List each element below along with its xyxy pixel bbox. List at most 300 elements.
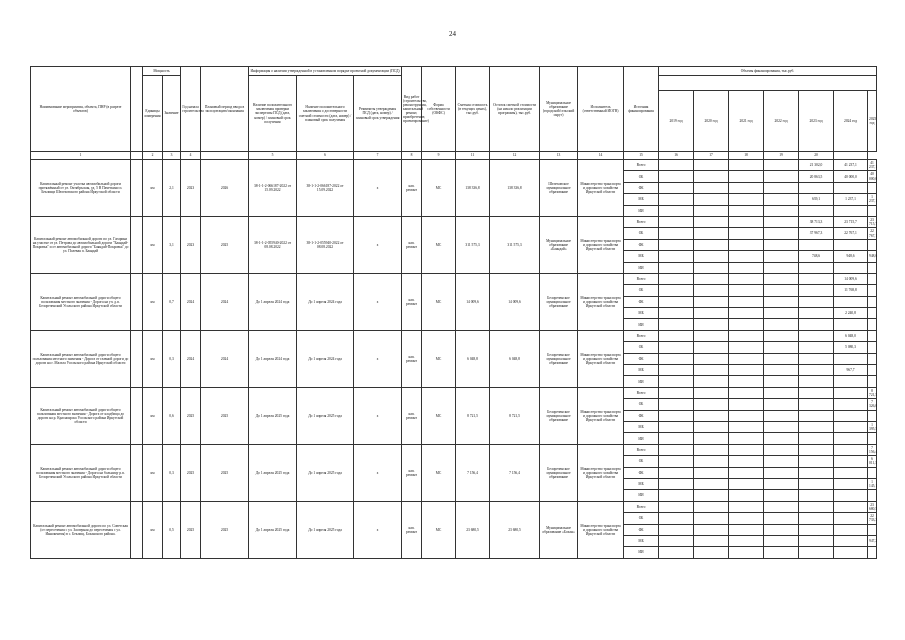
funding-value <box>694 410 729 421</box>
funding-value <box>694 171 729 182</box>
funding-value <box>834 353 868 364</box>
funding-value <box>659 501 694 512</box>
funding-value <box>694 216 729 227</box>
funding-value <box>659 365 694 376</box>
funding-value <box>659 262 694 273</box>
object-name: Капитальный ремонт автомобильной дороги общего пользования местного значения - Дорога на уч. д.п. Белореченский Усольского района Иркутской области <box>31 273 131 330</box>
funding-value <box>694 308 729 319</box>
header-year: 2021 год <box>729 91 764 152</box>
funding-value <box>764 273 799 284</box>
object-end-year: 2025 <box>201 387 249 444</box>
funding-value <box>764 433 799 444</box>
object-executor: Министерство транспорта и дорожного хозяйства Иркутской области <box>578 216 624 273</box>
funding-value <box>799 467 834 478</box>
object-approval: x <box>354 387 402 444</box>
funding-value: 748,6 <box>799 251 834 262</box>
column-number: 9 <box>422 152 456 160</box>
funding-value <box>868 490 877 501</box>
funding-value <box>694 524 729 535</box>
header-approval: Реквизиты утверждения ПСД (дата, номер) / плановый срок утверждения <box>354 76 402 152</box>
funding-source: МБ <box>624 535 659 546</box>
object-estimate-cost: 138 336,8 <box>456 160 490 217</box>
funding-value <box>694 262 729 273</box>
object-remaining-cost: 138 336,8 <box>490 160 540 217</box>
funding-value <box>659 467 694 478</box>
funding-value <box>729 365 764 376</box>
object-executor: Министерство транспорта и дорожного хозяйства Иркутской области <box>578 387 624 444</box>
object-unit: км <box>143 444 163 501</box>
header-name: Наименование мероприятия, объекта, ПНР (в разрезе объектов) <box>31 67 131 152</box>
funding-value <box>659 205 694 216</box>
funding-value: 40 000,0 <box>869 172 878 181</box>
funding-value <box>834 421 868 432</box>
object-ownership: МС <box>422 444 456 501</box>
funding-value: 41 237,1 <box>869 161 878 170</box>
funding-source: ФБ <box>624 467 659 478</box>
object-work-type: кап. ремонт <box>402 444 422 501</box>
column-number: 6 <box>297 152 354 160</box>
object-executor: Министерство транспорта и дорожного хозяйства Иркутской области <box>578 330 624 387</box>
funding-value <box>694 160 729 171</box>
header-end-year: Плановый период ввода в эксплуатацию/окончания <box>201 67 249 152</box>
funding-source: ФБ <box>624 410 659 421</box>
funding-value <box>799 239 834 250</box>
funding-value: 40 000,0 <box>834 171 868 182</box>
object-expertise: До 1 апреля 2025 года <box>249 387 297 444</box>
funding-value <box>868 296 877 307</box>
header-year: 2023 год <box>799 91 834 152</box>
funding-value <box>729 342 764 353</box>
funding-value <box>659 399 694 410</box>
object-reliability: 38-1-1-2-066187-2022 от 15.09.2022 <box>297 160 354 217</box>
funding-value: 41 237,1 <box>834 160 868 171</box>
funding-value: 6 048,0 <box>834 330 868 341</box>
funding-value <box>729 399 764 410</box>
funding-value <box>659 421 694 432</box>
funding-value <box>729 171 764 182</box>
funding-value <box>764 251 799 262</box>
investment-program-table <box>30 66 877 559</box>
funding-value <box>694 205 729 216</box>
funding-value <box>764 365 799 376</box>
funding-value: 948,6 <box>834 251 868 262</box>
header-capacity: Мощность <box>143 67 181 76</box>
funding-value <box>729 160 764 171</box>
funding-value <box>729 251 764 262</box>
object-expertise: До 1 апреля 2024 года <box>249 273 297 330</box>
funding-value <box>659 456 694 467</box>
funding-value: 38 713,3 <box>799 216 834 227</box>
funding-value <box>799 353 834 364</box>
funding-value <box>659 547 694 558</box>
funding-value <box>694 182 729 193</box>
funding-value <box>764 467 799 478</box>
funding-value <box>764 239 799 250</box>
funding-source: ОБ <box>624 399 659 410</box>
column-number: 15 <box>624 152 659 160</box>
funding-value <box>694 387 729 398</box>
funding-value <box>729 228 764 239</box>
funding-source: ИИ <box>624 490 659 501</box>
funding-value: 11 768,8 <box>834 285 868 296</box>
page-number: 24 <box>449 30 456 38</box>
column-number: 18 <box>729 152 764 160</box>
funding-value <box>834 296 868 307</box>
object-work-type: кап. ремонт <box>402 216 422 273</box>
funding-value <box>694 467 729 478</box>
header-start-year: Год начала строительства <box>181 67 201 152</box>
object-municipality: Белореченское муниципальное образование <box>540 444 578 501</box>
funding-value: 23 715,7 <box>834 216 868 227</box>
funding-value <box>868 524 877 535</box>
funding-value <box>659 182 694 193</box>
blank-cell <box>131 330 143 387</box>
funding-value <box>764 308 799 319</box>
funding-value <box>799 365 834 376</box>
funding-value <box>834 387 868 398</box>
funding-value <box>868 410 877 421</box>
funding-value <box>659 216 694 227</box>
object-approval: x <box>354 273 402 330</box>
column-number: 7 <box>354 152 402 160</box>
column-number: 19 <box>764 152 799 160</box>
funding-value <box>659 513 694 524</box>
object-value: 0,5 <box>163 501 181 558</box>
object-start-year: 2025 <box>181 444 201 501</box>
funding-value <box>764 387 799 398</box>
blank-cell <box>131 160 143 217</box>
column-number: 11 <box>456 152 490 160</box>
object-reliability: До 1 апреля 2024 года <box>297 273 354 330</box>
funding-value <box>729 239 764 250</box>
funding-value <box>799 319 834 330</box>
object-ownership: МС <box>422 273 456 330</box>
funding-value: 1 237,1 <box>869 195 878 204</box>
funding-value <box>764 205 799 216</box>
funding-value <box>729 285 764 296</box>
object-remaining-cost: 23 680,5 <box>490 501 540 558</box>
funding-value <box>729 456 764 467</box>
funding-source: ОБ <box>624 228 659 239</box>
funding-value <box>868 239 877 250</box>
table-row <box>31 501 877 512</box>
funding-value <box>694 365 729 376</box>
object-reliability: 38-1-1-2-055940-2022 от 08.08.2022 <box>297 216 354 273</box>
column-number: 13 <box>540 152 578 160</box>
header-docs-group: Информация о наличии утвержденной в установленном порядке проектной документации (ПСД) <box>249 67 402 76</box>
funding-value: 2 240,8 <box>834 308 868 319</box>
funding-value <box>799 410 834 421</box>
object-remaining-cost: 14 009,6 <box>490 273 540 330</box>
funding-value <box>659 171 694 182</box>
column-number: 12 <box>490 152 540 160</box>
blank-cell <box>131 387 143 444</box>
funding-value: 1 237,1 <box>834 194 868 205</box>
funding-value <box>799 421 834 432</box>
header-funding-spacer <box>659 76 877 91</box>
funding-value <box>834 239 868 250</box>
funding-value <box>694 273 729 284</box>
object-remaining-cost: 311 575,3 <box>490 216 540 273</box>
funding-value <box>764 410 799 421</box>
object-start-year: 2025 <box>181 387 201 444</box>
funding-value <box>834 410 868 421</box>
blank-cell <box>131 501 143 558</box>
funding-value <box>694 251 729 262</box>
header-year: 2024 год <box>834 91 868 152</box>
funding-value <box>764 216 799 227</box>
object-approval: x <box>354 330 402 387</box>
object-estimate-cost: 311 575,3 <box>456 216 490 273</box>
funding-value: 22 767,1 <box>869 229 878 238</box>
funding-value <box>799 456 834 467</box>
column-number: 8 <box>402 152 422 160</box>
funding-value <box>729 216 764 227</box>
funding-value <box>764 319 799 330</box>
funding-value <box>659 285 694 296</box>
table-row <box>31 444 877 455</box>
object-start-year: 2023 <box>181 216 201 273</box>
funding-value: 20 863,5 <box>799 171 834 182</box>
funding-value <box>834 456 868 467</box>
funding-value <box>694 376 729 387</box>
object-remaining-cost: 7 156,4 <box>490 444 540 501</box>
funding-source: Всего <box>624 330 659 341</box>
funding-source: ИИ <box>624 433 659 444</box>
funding-value: 22 733,3 <box>869 514 878 523</box>
object-approval: x <box>354 216 402 273</box>
funding-value <box>694 444 729 455</box>
funding-value <box>834 513 868 524</box>
object-value: 0,7 <box>163 273 181 330</box>
object-reliability: До 1 апреля 2025 года <box>297 501 354 558</box>
object-ownership: МС <box>422 216 456 273</box>
funding-value <box>694 296 729 307</box>
funding-source: ОБ <box>624 171 659 182</box>
funding-value <box>764 501 799 512</box>
funding-value <box>834 535 868 546</box>
object-estimate-cost: 6 048,8 <box>456 330 490 387</box>
header-estimate-cost: Сметная стоимость (в текущих ценах), тыс.руб. <box>456 67 490 152</box>
funding-value: 37 967,3 <box>799 228 834 239</box>
funding-value <box>729 296 764 307</box>
header-ownership: Форма собственности (ОКФС) <box>422 67 456 152</box>
funding-value <box>694 547 729 558</box>
funding-value: 23 715,7 <box>869 218 878 227</box>
object-name: Капитальный ремонт автомобильной дороги по ул. Советская (от пересечения с ул. Заозерная до пересечения с ул. Иннокентия) в с. Беклищ, Боханского района. <box>31 501 131 558</box>
funding-value <box>729 421 764 432</box>
funding-value <box>694 228 729 239</box>
funding-source: Всего <box>624 216 659 227</box>
table-row <box>31 273 877 284</box>
funding-source: МБ <box>624 308 659 319</box>
funding-value <box>764 342 799 353</box>
funding-source: Всего <box>624 444 659 455</box>
funding-value <box>659 273 694 284</box>
funding-value <box>694 342 729 353</box>
object-end-year: 2025 <box>201 444 249 501</box>
funding-source: МБ <box>624 194 659 205</box>
object-name: Капитальный ремонт автомобильной дороги общего пользования местного значения - Дорога на больницу р.п. Белореченский Усольского района Иркутской области <box>31 444 131 501</box>
funding-source: ОБ <box>624 342 659 353</box>
funding-value <box>834 376 868 387</box>
header-year: 2022 год <box>764 91 799 152</box>
funding-value <box>868 547 877 558</box>
object-end-year: 2024 <box>201 330 249 387</box>
object-expertise: 38-1-1-2-055940-2022 от 08.08.2022 <box>249 216 297 273</box>
funding-value <box>694 513 729 524</box>
object-value: 2,1 <box>163 160 181 217</box>
funding-value: 7 156,4 <box>869 445 878 454</box>
funding-value <box>764 421 799 432</box>
funding-value <box>694 501 729 512</box>
object-approval: x <box>354 444 402 501</box>
object-name: Капитальный ремонт участка автомобильной дороги протяжённый от ул. Октябрьская, уд. 5 В Пачеткино п. Беклищи Шелеховского района Иркутской области <box>31 160 131 217</box>
funding-value <box>834 444 868 455</box>
funding-value <box>868 182 877 193</box>
funding-value <box>868 273 877 284</box>
object-value: 0,3 <box>163 330 181 387</box>
funding-value <box>868 205 877 216</box>
object-name: Капитальный ремонт автомобильной дороги по ул. Гагарина на участке от ул. Петрова до автомобильной дороги "Баяндай-Покровка" и от автомобильной дороги "Баяндай-Покровка" до ул. Полевая п. Баяндай <box>31 216 131 273</box>
funding-value <box>694 478 729 489</box>
funding-value <box>834 262 868 273</box>
funding-value <box>834 547 868 558</box>
funding-value <box>659 228 694 239</box>
funding-value: 967,7 <box>834 365 868 376</box>
funding-value <box>834 490 868 501</box>
object-end-year: 2025 <box>201 216 249 273</box>
table-row <box>31 387 877 398</box>
funding-value <box>868 319 877 330</box>
object-work-type: кап. ремонт <box>402 273 422 330</box>
funding-value <box>694 330 729 341</box>
funding-value <box>729 330 764 341</box>
table-row <box>31 160 877 171</box>
table-row <box>31 216 877 227</box>
object-value: 3,1 <box>163 216 181 273</box>
funding-value <box>834 467 868 478</box>
funding-value: 23 680,5 <box>869 502 878 511</box>
funding-source: МБ <box>624 421 659 432</box>
funding-source: МБ <box>624 251 659 262</box>
funding-value <box>729 444 764 455</box>
header-municipality: Муниципальное образование (городской/сельский округ) <box>540 67 578 152</box>
object-ownership: МС <box>422 160 456 217</box>
funding-value <box>834 524 868 535</box>
object-unit: км <box>143 216 163 273</box>
funding-value <box>729 308 764 319</box>
funding-value <box>764 171 799 182</box>
funding-source: ИИ <box>624 547 659 558</box>
funding-source: ИИ <box>624 205 659 216</box>
funding-value <box>729 262 764 273</box>
funding-value <box>694 194 729 205</box>
object-executor: Министерство транспорта и дорожного хозяйства Иркутской области <box>578 444 624 501</box>
funding-value <box>659 376 694 387</box>
object-start-year: 2024 <box>181 330 201 387</box>
funding-value <box>799 535 834 546</box>
funding-value: 948,6 <box>868 251 877 262</box>
funding-value <box>799 376 834 387</box>
funding-value <box>659 353 694 364</box>
funding-source: МБ <box>624 365 659 376</box>
funding-value <box>799 296 834 307</box>
funding-value <box>799 433 834 444</box>
funding-source: ФБ <box>624 296 659 307</box>
object-unit: км <box>143 387 163 444</box>
object-start-year: 2024 <box>181 273 201 330</box>
funding-value <box>694 285 729 296</box>
funding-value: 22 767,1 <box>834 228 868 239</box>
object-reliability: До 1 апреля 2025 года <box>297 387 354 444</box>
funding-value <box>799 285 834 296</box>
funding-value: 639,1 <box>799 194 834 205</box>
column-number: 2 <box>143 152 163 160</box>
funding-source: ОБ <box>624 456 659 467</box>
object-expertise: До 1 апреля 2025 года <box>249 501 297 558</box>
header-reliability: Наличие положительного заключения о достоверности сметной стоимости (дата, номер) / плановый срок получения <box>297 76 354 152</box>
funding-value <box>729 182 764 193</box>
table-row <box>31 330 877 341</box>
funding-value <box>868 467 877 478</box>
funding-source: ФБ <box>624 182 659 193</box>
funding-value <box>799 399 834 410</box>
funding-value <box>694 433 729 444</box>
header-source: Источник финансирования <box>624 67 659 152</box>
object-unit: км <box>143 160 163 217</box>
funding-value <box>834 478 868 489</box>
funding-value <box>764 490 799 501</box>
funding-value <box>659 444 694 455</box>
funding-value <box>694 319 729 330</box>
object-estimate-cost: 7 156,4 <box>456 444 490 501</box>
funding-value <box>764 547 799 558</box>
object-municipality: Белореченское муниципальное образование <box>540 330 578 387</box>
funding-source: ФБ <box>624 524 659 535</box>
object-executor: Министерство транспорта и дорожного хозяйства Иркутской области <box>578 501 624 558</box>
funding-value <box>729 513 764 524</box>
funding-value: 947,2 <box>868 535 877 546</box>
funding-source: ФБ <box>624 353 659 364</box>
funding-value <box>694 421 729 432</box>
funding-value <box>694 490 729 501</box>
object-municipality: Муниципальное образование «Бохан» <box>540 501 578 558</box>
funding-value: 5 080,3 <box>834 342 868 353</box>
funding-value <box>659 239 694 250</box>
blank-cell <box>131 216 143 273</box>
funding-value <box>764 228 799 239</box>
header-executor: Исполнитель (ответственный ИОГВ) <box>578 67 624 152</box>
funding-value <box>868 330 877 341</box>
funding-value <box>694 353 729 364</box>
funding-value <box>694 239 729 250</box>
object-municipality: Белореченское муниципальное образование <box>540 273 578 330</box>
object-estimate-cost: 14 009,6 <box>456 273 490 330</box>
funding-value: 1 395,5 <box>869 423 878 432</box>
funding-value <box>764 478 799 489</box>
header-remaining-cost: Остаток сметной стоимости (на начало реализации программы), тыс.руб. <box>490 67 540 152</box>
funding-value <box>694 399 729 410</box>
object-unit: км <box>143 330 163 387</box>
funding-value <box>694 456 729 467</box>
object-reliability: До 1 апреля 2025 года <box>297 444 354 501</box>
funding-value <box>834 399 868 410</box>
header-funding-group: Объемы финансирования, тыс.руб. <box>659 67 877 76</box>
funding-value <box>659 319 694 330</box>
funding-value <box>659 535 694 546</box>
object-expertise: 38-1-1-2-066187-2022 от 15.09.2022 <box>249 160 297 217</box>
